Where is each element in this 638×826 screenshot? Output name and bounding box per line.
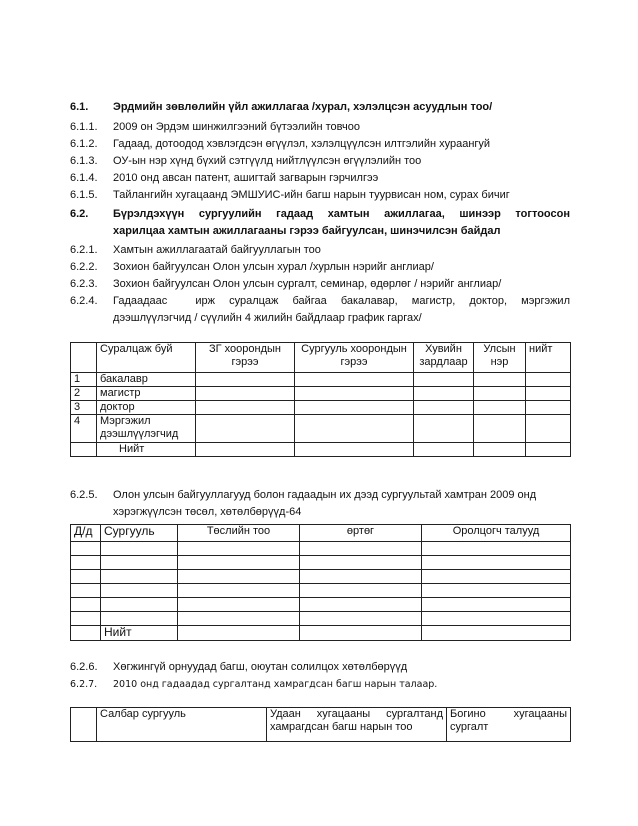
item-text: Хөгжингүй орнуудад багш, оюутан солилцох хөтөлбөрүүд <box>113 661 408 673</box>
item-number: 6.2.5. <box>70 489 98 501</box>
item-text: Тайлангийн хугацаанд ЭМШУИС-ийн багш нарын туурвисан ном, сурах бичиг <box>113 189 510 201</box>
table-row <box>71 598 571 612</box>
table-total-row: Нийт <box>71 443 571 457</box>
section-title-line2: харилцаа хамтын ажиллагааны гэрээ байгуулсан, шинэчилсэн байдал <box>113 225 501 237</box>
header-cell: Оролцогч талууд <box>422 525 571 542</box>
item-number: 6.2.4. <box>70 295 98 307</box>
item-text: Зохион байгуулсан Олон улсын хурал /хурлын нэрийг англиар/ <box>113 261 434 273</box>
header-cell: Сургууль хоорондын гэрээ <box>295 343 414 373</box>
header-cell: Хувийн зардлаар <box>414 343 474 373</box>
section-6-2 <box>70 206 570 327</box>
section-6-2-5 <box>70 487 570 521</box>
item-text-line1: Олон улсын байгууллагууд болон гадаадын их дээд сургуультай хамтран 2009 онд <box>113 489 537 501</box>
section-number: 6.2. <box>70 208 89 220</box>
section-title-line1: Бүрэлдэхүүн сургуулийн гадаад хамтын ажиллагаа, шинээр тогтоосон <box>113 208 570 220</box>
item-number: 6.1.4. <box>70 172 98 184</box>
header-cell: Богино хугацааны сургалт <box>447 708 571 742</box>
item-number: 6.1.2. <box>70 138 98 150</box>
table-row: 3 доктор <box>71 401 571 415</box>
header-cell: ЗГ хоорондын гэрээ <box>196 343 295 373</box>
header-cell: Д/д <box>71 525 101 542</box>
header-cell: Төслийн тоо <box>178 525 300 542</box>
table-row: 4 Мэргэжил дээшлүүлэгчид <box>71 415 571 443</box>
header-cell: Удаан хугацааны сургалтанд хамрагдсан багш нарын тоо <box>267 708 447 742</box>
section-title: Эрдмийн зөвлөлийн үйл ажиллагаа /хурал, хэлэлцсэн асуудлын тоо/ <box>113 101 493 113</box>
header-cell: Суралцаж буй <box>97 343 196 373</box>
header-cell: Салбар сургууль <box>97 708 267 742</box>
table-row <box>71 612 571 626</box>
item-text-line2: хэрэгжүүлсэн төсөл, хөтөлбөрүүд-64 <box>113 506 302 518</box>
table-row: 2 магистр <box>71 387 571 401</box>
item-number: 6.2.6. <box>70 661 98 673</box>
item-number: 6.2.2. <box>70 261 98 273</box>
header-cell: нийт <box>526 343 571 373</box>
item-text-line1: Гадаадаас ирж суралцаж байгаа бакалавар, магистр, доктор, мэргэжил <box>113 295 570 307</box>
header-cell: Улсын нэр <box>474 343 526 373</box>
projects-table <box>70 524 571 641</box>
table-total-row: Нийт <box>71 626 571 641</box>
students-table <box>70 342 571 457</box>
item-number: 6.1.5. <box>70 189 98 201</box>
section-number: 6.1. <box>70 101 89 113</box>
item-number: 6.2.3. <box>70 278 98 290</box>
table-row <box>71 584 571 598</box>
item-text: 2010 онд авсан патент, ашигтай загварын гэрчилгээ <box>113 172 379 184</box>
section-6-2-6 <box>70 659 570 693</box>
table-row: 1 бакалавр <box>71 373 571 387</box>
table-row <box>71 570 571 584</box>
item-text: Гадаад, дотоодод хэвлэгдсэн өгүүлэл, хэлэлцүүлсэн илтгэлийн хураангуй <box>113 138 491 150</box>
item-text: Хамтын ажиллагаатай байгууллагын тоо <box>113 244 321 256</box>
item-number: 6.1.1. <box>70 121 98 133</box>
item-text: 2010 онд гадаадад сургалтанд хамрагдсан багш нарын талаар. <box>113 679 438 690</box>
item-text: Зохион байгуулсан Олон улсын сургалт, семинар, өдөрлөг / нэрийг англиар/ <box>113 278 502 290</box>
table-row <box>71 556 571 570</box>
item-number: 6.2.7. <box>70 679 98 690</box>
table-row <box>71 542 571 556</box>
item-text: ОУ-ын нэр хүнд бүхий сэтгүүлд нийтлүүлсэн өгүүлэлийн тоо <box>113 155 422 167</box>
item-text: 2009 он Эрдэм шинжилгээний бүтээлийн товчоо <box>113 121 360 133</box>
item-number: 6.2.1. <box>70 244 98 256</box>
teachers-training-table <box>70 707 571 742</box>
header-cell: өртөг <box>300 525 422 542</box>
item-text-line2: дээшлүүлэгчид / сүүлийн 4 жилийн байдлаар график гаргах/ <box>113 312 422 324</box>
section-6-1 <box>70 99 570 204</box>
header-cell: Сургууль <box>101 525 178 542</box>
item-number: 6.1.3. <box>70 155 98 167</box>
